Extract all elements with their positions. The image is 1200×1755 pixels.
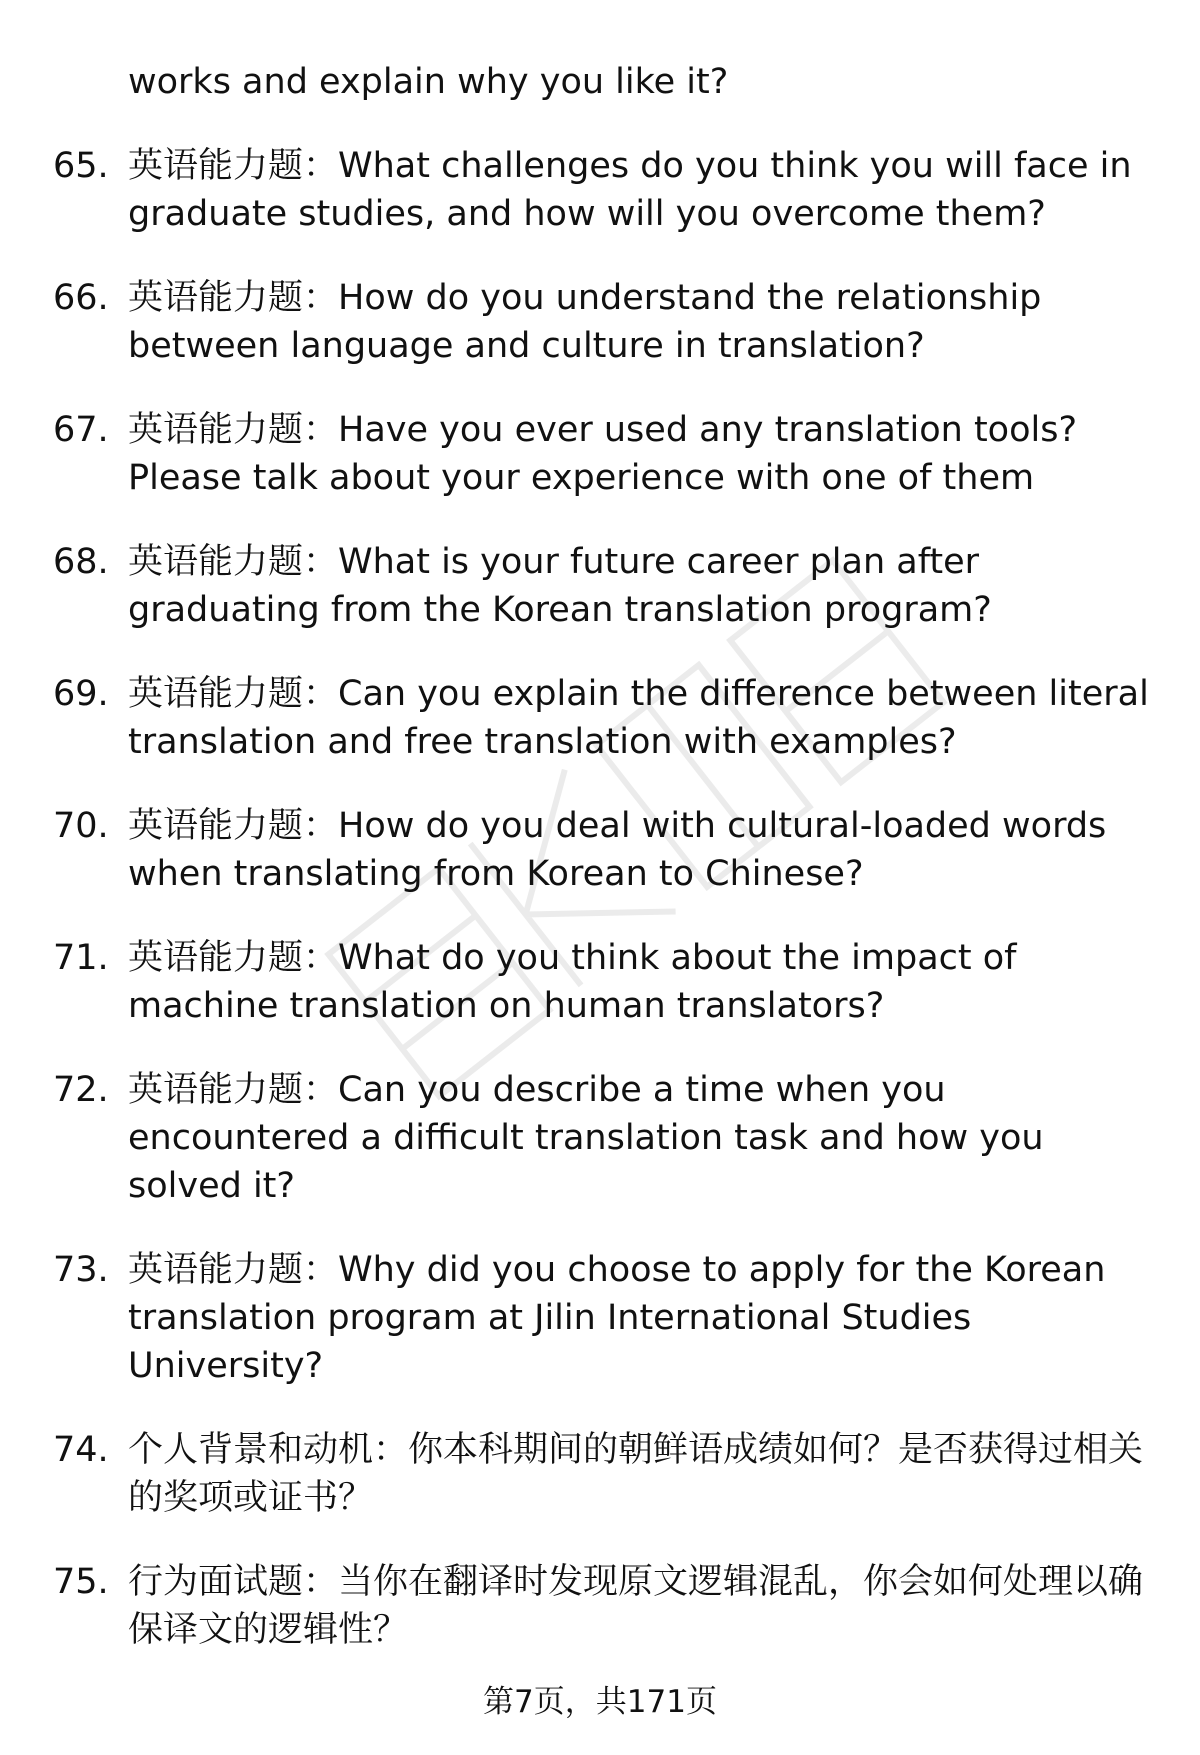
list-item: [0, 934, 1200, 1030]
list-item: [0, 142, 1200, 238]
list-item: [0, 670, 1200, 766]
list-item: [0, 274, 1200, 370]
question-text: 英语能力题：Have you ever used any translation tools? Please talk about your experience with one of them: [128, 410, 1078, 498]
question-text: 英语能力题：How do you understand the relationship between language and culture in translation?: [128, 278, 1042, 366]
question-number: 74.: [53, 1430, 109, 1470]
page-footer: 第7页，共171页: [483, 1684, 717, 1720]
list-item: [0, 1558, 1200, 1654]
question-number: 73.: [53, 1250, 109, 1290]
question-number: 65.: [53, 146, 109, 186]
question-number: 72.: [53, 1070, 109, 1110]
question-number: 75.: [53, 1562, 109, 1602]
question-text: 个人背景和动机：你本科期间的朝鲜语成绩如何？是否获得过相关的奖项或证书？: [128, 1430, 1144, 1518]
question-text: 英语能力题：What is your future career plan after graduating from the Korean translation program?: [128, 542, 992, 630]
list-item: [0, 406, 1200, 502]
question-number: 68.: [53, 542, 109, 582]
question-text: 英语能力题：Can you describe a time when you encountered a difficult translation task and how you solved it?: [128, 1070, 1044, 1206]
list-item: [0, 1426, 1200, 1522]
question-list: [0, 58, 1200, 1654]
question-number: 67.: [53, 410, 109, 450]
list-item: [0, 1066, 1200, 1210]
question-number: 71.: [53, 938, 109, 978]
list-item: [0, 1246, 1200, 1390]
question-number: 69.: [53, 674, 109, 714]
question-text: 英语能力题：What challenges do you think you will face in graduate studies, and how will you overcome them?: [128, 146, 1132, 234]
list-item: [0, 802, 1200, 898]
question-text: 英语能力题：Can you explain the difference between literal translation and free translation with examples?: [128, 674, 1149, 762]
question-text: 英语能力题：Why did you choose to apply for the Korean translation program at Jilin International Studies University?: [128, 1250, 1106, 1386]
list-item: [0, 538, 1200, 634]
question-text: 行为面试题：当你在翻译时发现原文逻辑混乱，你会如何处理以确保译文的逻辑性？: [128, 1562, 1144, 1650]
question-text: 英语能力题：How do you deal with cultural-loaded words when translating from Korean to Chinese?: [128, 806, 1107, 894]
question-text: 英语能力题：What do you think about the impact of machine translation on human translators?: [128, 938, 1017, 1026]
question-number: 66.: [53, 278, 109, 318]
continuation-text: works and explain why you like it?: [128, 62, 729, 102]
question-number: 70.: [53, 806, 109, 846]
